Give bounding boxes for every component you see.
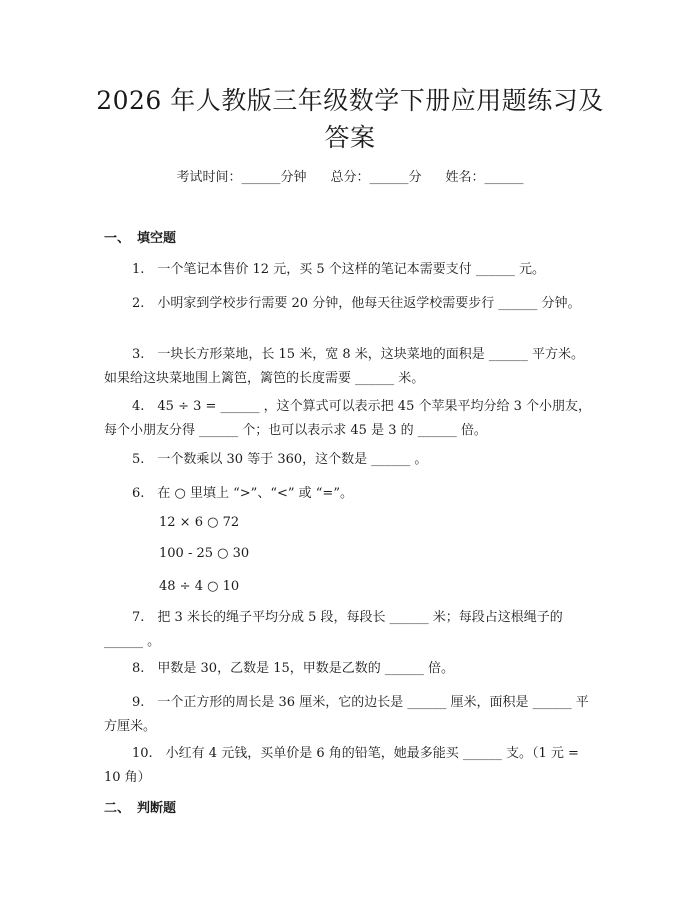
- document-title: [60, 82, 640, 156]
- question-6: 6. 在 ○ 里填上 “>”、“<” 或 “=”。: [132, 486, 353, 501]
- section-heading-judge: [104, 800, 176, 818]
- exam-name: 姓名：______: [445, 170, 524, 185]
- compare-item: 48 ÷ 4 ○ 10: [159, 579, 240, 594]
- section-heading-fill: [104, 230, 176, 248]
- compare-item: 100 - 25 ○ 30: [159, 546, 250, 561]
- title-line-1: 2026 年人教版三年级数学下册应用题练习及: [96, 86, 604, 115]
- question-7: 7. 把 3 米长的绳子平均分成 5 段，每段长 ______ 米；每段占这根绳子的 ______ 。: [104, 610, 563, 649]
- section-label: 判断题: [137, 801, 177, 816]
- question-4: 4. 45 ÷ 3 = ______ ，这个算式可以表示把 45 个苹果平均分给 3 个小朋友，每个小朋友分得 ______ 个；也可以表示求 45 是 3 的 ______ 倍。: [104, 399, 592, 438]
- question-5: 5. 一个数乘以 30 等于 360，这个数是 ______ 。: [132, 452, 428, 467]
- section-number: 一、: [104, 231, 131, 246]
- question-8: 8. 甲数是 30，乙数是 15，甲数是乙数的 ______ 倍。: [132, 661, 455, 676]
- compare-item: 12 × 6 ○ 72: [159, 515, 240, 530]
- section-number: 二、: [104, 801, 131, 816]
- section-label: 填空题: [137, 231, 177, 246]
- exam-time: 考试时间：______分钟: [176, 170, 307, 185]
- exam-score: 总分：______分: [330, 170, 422, 185]
- exam-info: [0, 169, 700, 187]
- question-1: 1. 一个笔记本售价 12 元，买 5 个这样的笔记本需要支付 ______ 元。: [132, 262, 546, 277]
- question-2: 2. 小明家到学校步行需要 20 分钟，他每天往返学校需要步行 ______ 分钟。: [132, 296, 581, 311]
- question-3: 3. 一块长方形菜地，长 15 米，宽 8 米，这块菜地的面积是 ______ 平方米。如果给这块菜地围上篱笆，篱笆的长度需要 ______ 米。: [104, 347, 585, 386]
- question-9: 9. 一个正方形的周长是 36 厘米，它的边长是 ______ 厘米，面积是 ______ 平方厘米。: [104, 695, 589, 734]
- title-line-2: 答案: [324, 123, 376, 152]
- question-10: 10. 小红有 4 元钱，买单价是 6 角的铅笔，她最多能买 ______ 支。（1 元 = 10 角）: [104, 746, 579, 785]
